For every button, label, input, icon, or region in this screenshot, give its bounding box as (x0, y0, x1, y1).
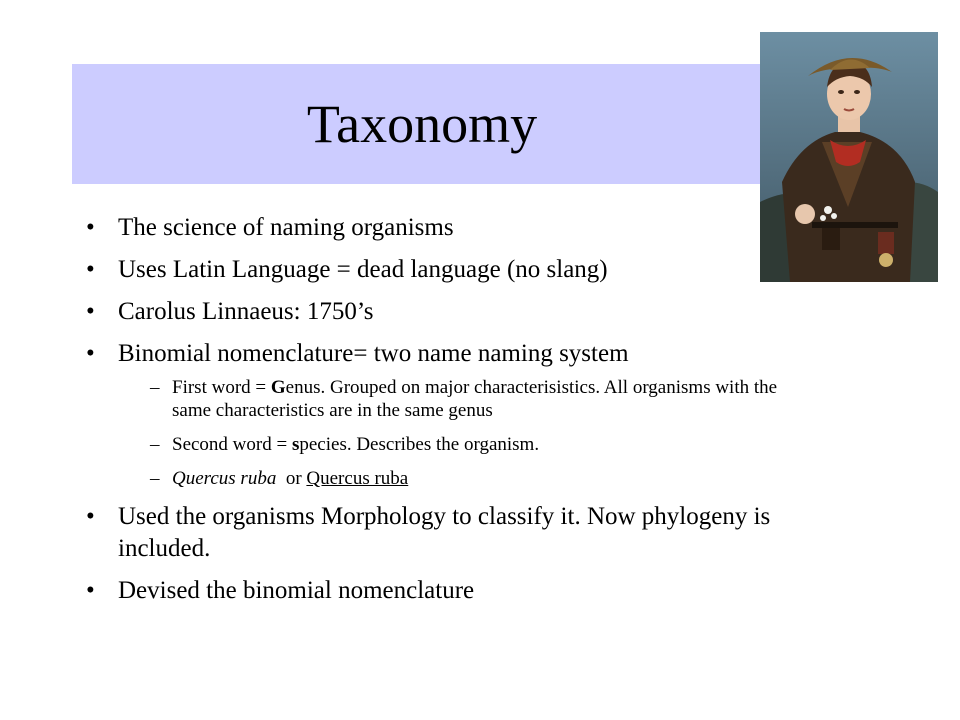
italic-name: Quercus ruba (172, 468, 277, 489)
sub-bullet-species (132, 433, 820, 456)
sub-bullet-emphasis: s (291, 434, 300, 455)
sub-bullet-genus (132, 376, 820, 422)
slide-title: Taxonomy (306, 94, 538, 154)
bullet-item: • The science of naming organisms (80, 212, 820, 244)
sub-bullet-rest: enus. Grouped on major characterisistics. All organisms with the same characteristics are in the same genus (172, 377, 778, 421)
bullet-item: • Uses Latin Language = dead language (no slang) (80, 254, 820, 286)
sub-bullet-lead: First word = (172, 377, 271, 398)
bullet-item: • Used the organisms Morphology to classify it. Now phylogeny is included. (80, 501, 820, 565)
sub-bullet-example (132, 467, 820, 490)
bullet-item-binomial (80, 338, 820, 490)
bullet-list (80, 212, 820, 617)
bullet-text: Binomial nomenclature= two name naming system (118, 340, 629, 367)
sub-bullet-rest: pecies. Describes the organism. (299, 434, 540, 455)
sub-bullet-lead: Second word = (172, 434, 292, 455)
bullet-item: • Carolus Linnaeus: 1750’s (80, 296, 820, 328)
bullet-item: • Devised the binomial nomenclature (80, 575, 820, 607)
sub-bullet-emphasis: G (270, 377, 286, 398)
joiner-text: or (276, 468, 307, 489)
sub-bullet-list (118, 376, 820, 490)
underlined-name: Quercus ruba (306, 468, 409, 489)
